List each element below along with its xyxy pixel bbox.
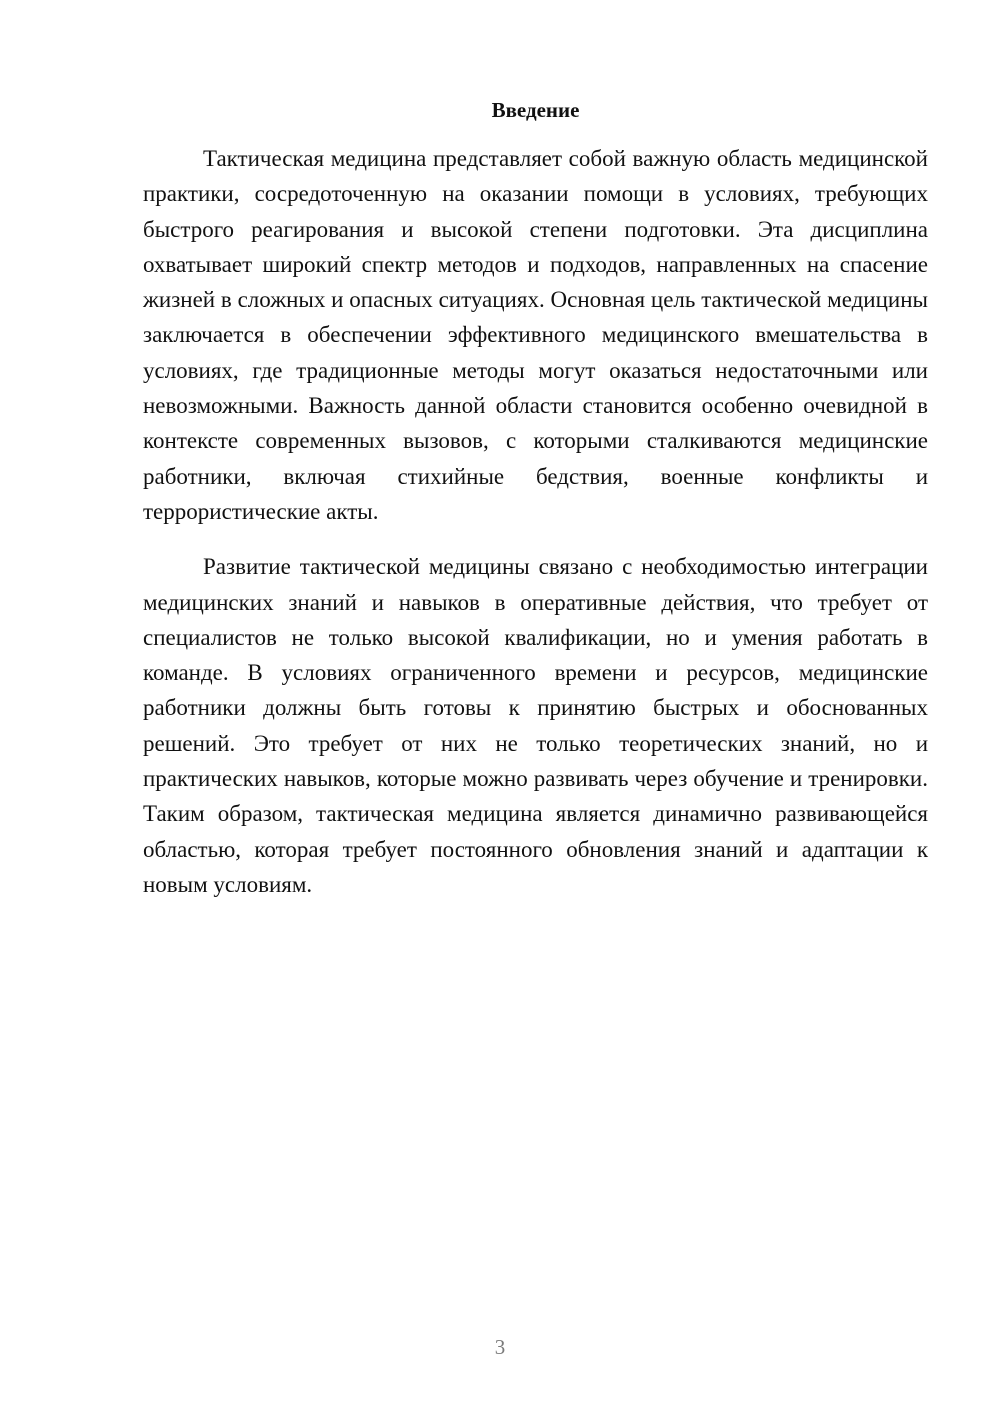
paragraph-1: Тактическая медицина представляет собой важную область медицинской практики, сосредоточенную на оказании помощи в условиях, требующих быстрого реагирования и высокой степени подготовки. Эта дисциплина охватывает широкий спектр методов и подходов, направленных на спасение жизней в сложных и опасных ситуациях. Основная цель тактической медицины заключается в обеспечении эффективного медицинского вмешательства в условиях, где традиционные методы могут оказаться недостаточными или невозможными. Важность данной области становится особенно очевидной в контексте современных вызовов, с которыми сталкиваются медицинские работники, включая стихийные бедствия, военные конфликты и террористические акты. (143, 146, 928, 524)
section-title: Введение (491, 98, 580, 122)
page-content (143, 94, 928, 902)
page-number: 3 (494, 1335, 506, 1359)
paragraph-2: Развитие тактической медицины связано с необходимостью интеграции медицинских знаний и навыков в оперативные действия, что требует от специалистов не только высокой квалификации, но и умения работать в команде. В условиях ограниченного времени и ресурсов, медицинские работники должны быть готовы к принятию быстрых и обоснованных решений. Это требует от них не только теоретических знаний, но и практических навыков, которые можно развивать через обучение и тренировки. Таким образом, тактическая медицина является динамично развивающейся областью, которая требует постоянного обновления знаний и адаптации к новым условиям. (143, 554, 928, 897)
